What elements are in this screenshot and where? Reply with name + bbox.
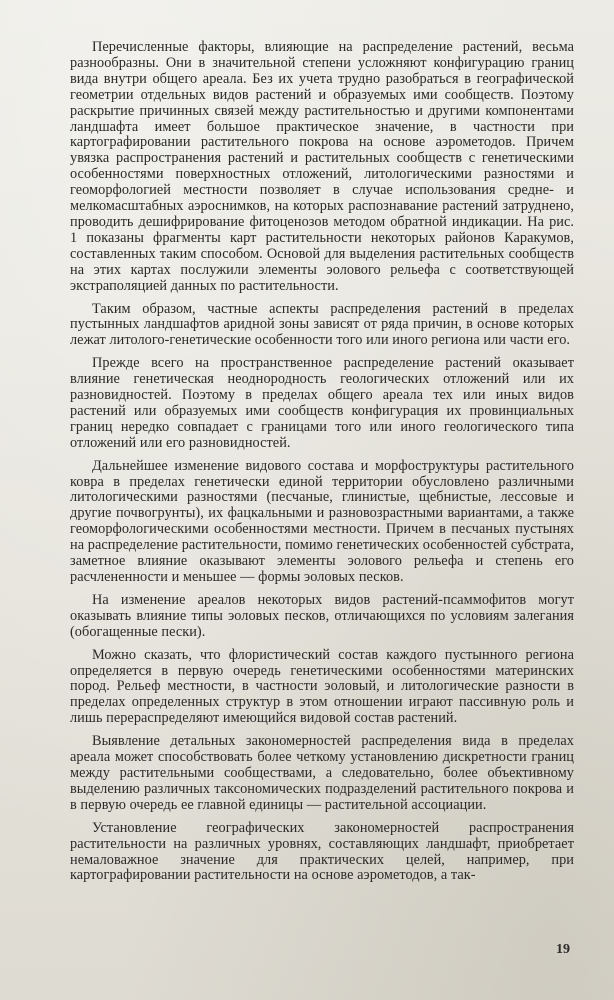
- book-page: [70, 40, 574, 980]
- paragraph-5: На изменение ареалов некоторых видов растений-псаммофитов могут оказывать влияние типы эоловых песков, отличающихся по условиям залегания (обогащенные пески).: [70, 591, 574, 640]
- paragraph-3: Прежде всего на пространственное распределение растений оказывает влияние генетическая неоднородность геологических отложений или их разновидностей. Поэтому в пределах общего ареала тех или иных видов растений или образуемых ими сообществ конфигурация их провинциальных границ нередко совпадает с границами того или иного геологического типа отложений или его разновидностей.: [70, 355, 574, 451]
- paragraph-4: Дальнейшее изменение видового состава и морфоструктуры растительного ковра в пределах генетически единой территории обусловлено различными литологическими разностями (песчаные, глинистые, щебнистые, лессовые и другие почвогрунты), их фацкальными и разновозрастными вариантами, а также геоморфологическими особенностями местности. Причем в песчаных пустынях на распределение растительности, помимо генетических особенностей субстрата, заметное влияние оказывают элементы эолового рельефа и степень его расчлененности и меньшее — формы эоловых песков.: [70, 457, 574, 585]
- paragraph-6: Можно сказать, что флористический состав каждого пустынного региона определяется в первую очередь генетическими особенностями материнских пород. Рельеф местности, в частности эоловый, и литологические разности в пределах определенных структур в этом отношении играют пассивную роль и лишь перераспределяют имеющийся видовой состав растений.: [70, 646, 574, 727]
- paragraph-7: Выявление детальных закономерностей распределения вида в пределах ареала может способствовать более четкому установлению дискретности границ между растительными сообществами, а следовательно, более объективному выделению различных таксономических подразделений растительного покрова и в первую очередь ее главной единицы — растительной ассоциации.: [70, 733, 574, 813]
- page-number: 19: [556, 942, 570, 957]
- paragraph-1: Перечисленные факторы, влияющие на распределение растений, весьма разнообразны. Они в значительной степени усложняют конфигурацию границ вида внутри общего ареала. Без их учета трудно разобраться в географической геометрии отдельных видов растений и образуемых ими сообществ. Поэтому раскрытие причинных связей между растительностью и другими компонентами ландшафта имеет большое практическое значение, в частности при картографировании растительного покрова на основе аэрометодов. Причем увязка распространения растений и растительных сообществ с генетическими особенностями поверхностных отложений, литологическими разностями и геоморфологией местности позволяет в случае использования средне- и мелкомасштабных аэроснимков, на которых распознавание растений затруднено, проводить дешифрирование фитоценозов методом обратной индикации. На рис. 1 показаны фрагменты карт растительности некоторых районов Каракумов, составленных таким способом. Основой для выделения растительных сообществ на этих картах послужили элементы эолового рельефа с соответствующей экстраполяцией данных по растительности.: [70, 39, 574, 294]
- paragraph-8: Установление географических закономерностей распространения растительности на различных уровнях, составляющих ландшафт, приобретает немаловажное значение для практических целей, например, при картографировании растительности на основе аэрометодов, а так-: [70, 819, 574, 884]
- paragraph-2: Таким образом, частные аспекты распределения растений в пределах пустынных ландшафтов аридной зоны зависят от ряда причин, в основе которых лежат литолого-генетические особенности того или иного региона или части его.: [70, 300, 574, 349]
